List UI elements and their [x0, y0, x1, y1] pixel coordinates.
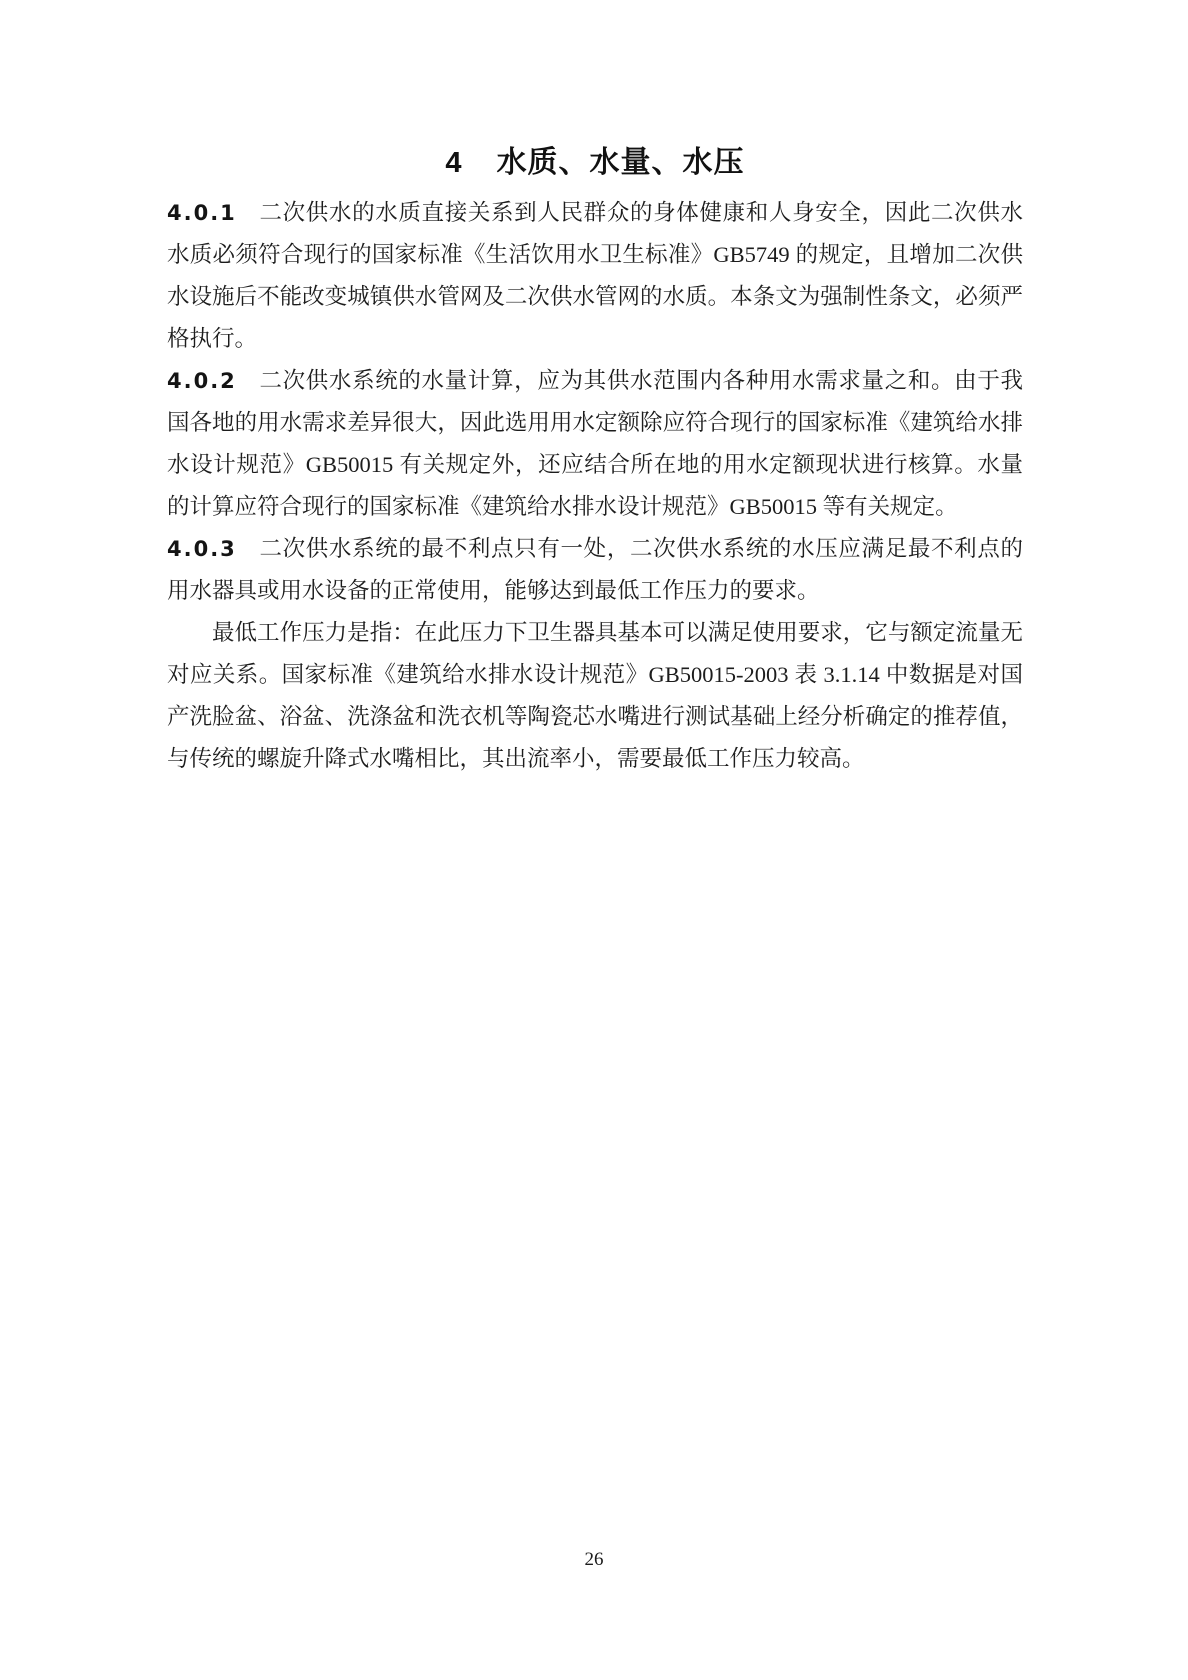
- page-content: [167, 0, 1023, 780]
- body-text: [167, 192, 1023, 780]
- clause-4-0-3-text: 二次供水系统的最不利点只有一处，二次供水系统的水压应满足最不利点的用水器具或用水设备的正常使用，能够达到最低工作压力的要求。: [167, 536, 1023, 603]
- chapter-name: 水质、水量、水压: [496, 146, 745, 179]
- clause-4-0-2-text: 二次供水系统的水量计算，应为其供水范围内各种用水需求量之和。由于我国各地的用水需求差异很大，因此选用用水定额除应符合现行的国家标准《建筑给水排水设计规范》GB50015 有关规定外，还应结合所在地的用水定额现状进行核算。水量的计算应符合现行的国家标准《建筑给水排水设计规范》GB50015 等有关规定。: [167, 368, 1023, 519]
- clause-4-0-1-text: 二次供水的水质直接关系到人民群众的身体健康和人身安全，因此二次供水水质必须符合现行的国家标准《生活饮用水卫生标准》GB5749 的规定，且增加二次供水设施后不能改变城镇供水管网及二次供水管网的水质。本条文为强制性条文，必须严格执行。: [167, 200, 1023, 351]
- clause-4-0-1-number: 4.0.1: [167, 201, 237, 225]
- page-number: 26: [584, 1549, 604, 1570]
- clause-4-0-1: [167, 192, 1023, 360]
- clause-4-0-2: [167, 360, 1023, 528]
- note-paragraph: 最低工作压力是指：在此压力下卫生器具基本可以满足使用要求，它与额定流量无对应关系。国家标准《建筑给水排水设计规范》GB50015-2003 表 3.1.14 中数据是对国产洗脸盆、浴盆、洗涤盆和洗衣机等陶瓷芯水嘴进行测试基础上经分析确定的推荐值，与传统的螺旋升降式水嘴相比，其出流率小，需要最低工作压力较高。: [167, 620, 1023, 771]
- clause-4-0-3: [167, 528, 1023, 612]
- chapter-title: [167, 140, 1023, 186]
- clause-4-0-3-number: 4.0.3: [167, 537, 237, 561]
- chapter-number: 4: [445, 147, 463, 179]
- clause-4-0-2-number: 4.0.2: [167, 369, 237, 393]
